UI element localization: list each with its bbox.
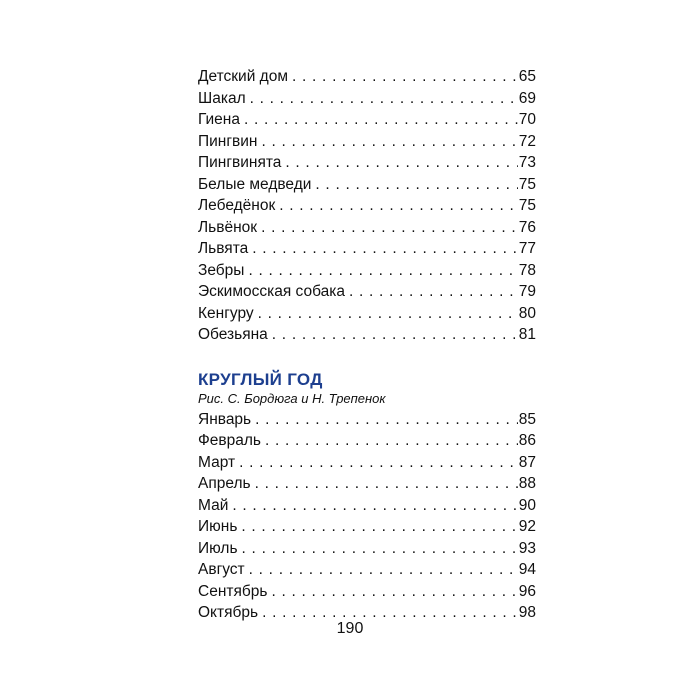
dot-leader <box>250 88 518 110</box>
entry-title: Июнь <box>198 518 238 535</box>
entry-title: Детский дом <box>198 68 289 85</box>
toc-entry[interactable] <box>198 324 536 346</box>
entry-page: 90 <box>518 496 536 514</box>
entry-title: Октябрь <box>198 604 259 621</box>
entry-title: Январь <box>198 410 252 428</box>
dot-leader <box>239 452 518 474</box>
entry-page: 87 <box>518 453 536 471</box>
toc-entry[interactable] <box>198 303 536 325</box>
entry-title: Эскимосская собака <box>198 283 345 300</box>
entry-title: Май <box>198 496 229 514</box>
toc-entry[interactable] <box>198 495 536 517</box>
dot-leader <box>255 409 518 431</box>
dot-leader <box>285 152 517 174</box>
entry-page: 92 <box>518 518 536 535</box>
entry-page: 73 <box>518 154 536 171</box>
entry-page: 93 <box>518 539 536 557</box>
entry-title: Август <box>198 561 245 578</box>
dot-leader <box>241 516 517 538</box>
entry-title: Львята <box>198 240 249 257</box>
dot-leader <box>315 174 517 196</box>
toc-entry[interactable] <box>198 430 536 452</box>
toc-entry[interactable] <box>198 581 536 603</box>
dot-leader <box>258 303 518 325</box>
toc-entry[interactable] <box>198 516 536 538</box>
entry-title: Шакал <box>198 89 246 107</box>
page-number: 190 <box>336 620 364 637</box>
dot-leader <box>261 131 517 153</box>
toc-entry[interactable] <box>198 452 536 474</box>
toc-entry[interactable] <box>198 238 536 260</box>
entry-title: Обезьяна <box>198 326 268 343</box>
toc-list-animals <box>198 66 536 346</box>
entry-page: 70 <box>518 111 536 128</box>
entry-title: Белые медведи <box>198 175 312 193</box>
entry-page: 86 <box>518 432 536 449</box>
entry-page: 96 <box>518 582 536 600</box>
entry-title: Гиена <box>198 111 240 128</box>
entry-title: Апрель <box>198 475 251 492</box>
entry-page: 98 <box>518 604 536 621</box>
toc-entry[interactable] <box>198 538 536 560</box>
entry-title: Февраль <box>198 432 261 449</box>
toc-entry[interactable] <box>198 281 536 303</box>
illustrator-credit: Рис. С. Бордюга и Н. Трепенок <box>198 390 386 406</box>
table-of-contents <box>198 66 536 624</box>
toc-entry[interactable] <box>198 109 536 131</box>
entry-title: Львёнок <box>198 218 258 236</box>
entry-page: 94 <box>518 561 536 578</box>
entry-page: 78 <box>518 261 536 279</box>
dot-leader <box>292 66 518 88</box>
entry-page: 77 <box>518 240 536 257</box>
toc-entry[interactable] <box>198 409 536 431</box>
toc-list-year <box>198 409 536 624</box>
entry-page: 88 <box>518 475 536 492</box>
toc-entry[interactable] <box>198 559 536 581</box>
entry-title: Март <box>198 453 236 471</box>
dot-leader <box>255 473 518 495</box>
entry-page: 81 <box>518 326 536 343</box>
entry-title: Зебры <box>198 261 245 279</box>
entry-title: Сентябрь <box>198 582 268 600</box>
section-heading: КРУГЛЫЙ ГОД <box>198 369 323 389</box>
dot-leader <box>349 281 518 303</box>
toc-entry[interactable] <box>198 260 536 282</box>
toc-entry[interactable] <box>198 131 536 153</box>
dot-leader <box>248 260 517 282</box>
entry-title: Пингвин <box>198 132 258 150</box>
entry-page: 75 <box>518 197 536 214</box>
dot-leader <box>232 495 517 517</box>
entry-page: 79 <box>518 283 536 300</box>
toc-entry[interactable] <box>198 152 536 174</box>
entry-title: Июль <box>198 539 238 557</box>
entry-title: Пингвинята <box>198 154 282 171</box>
toc-entry[interactable] <box>198 217 536 239</box>
dot-leader <box>249 559 518 581</box>
entry-title: Кенгуру <box>198 304 254 322</box>
entry-page: 69 <box>518 89 536 107</box>
dot-leader <box>252 238 518 260</box>
toc-entry[interactable] <box>198 88 536 110</box>
dot-leader <box>265 430 518 452</box>
dot-leader <box>272 324 518 346</box>
dot-leader <box>279 195 518 217</box>
entry-page: 80 <box>518 304 536 322</box>
entry-page: 76 <box>518 218 536 236</box>
entry-page: 75 <box>518 175 536 193</box>
toc-entry[interactable] <box>198 195 536 217</box>
toc-entry[interactable] <box>198 66 536 88</box>
dot-leader <box>242 538 518 560</box>
dot-leader <box>244 109 518 131</box>
toc-entry[interactable] <box>198 473 536 495</box>
entry-page: 85 <box>518 410 536 428</box>
toc-entry[interactable] <box>198 174 536 196</box>
entry-title: Лебедёнок <box>198 197 276 214</box>
entry-page: 72 <box>518 132 536 150</box>
dot-leader <box>261 217 518 239</box>
dot-leader <box>271 581 517 603</box>
entry-page: 65 <box>518 68 536 85</box>
